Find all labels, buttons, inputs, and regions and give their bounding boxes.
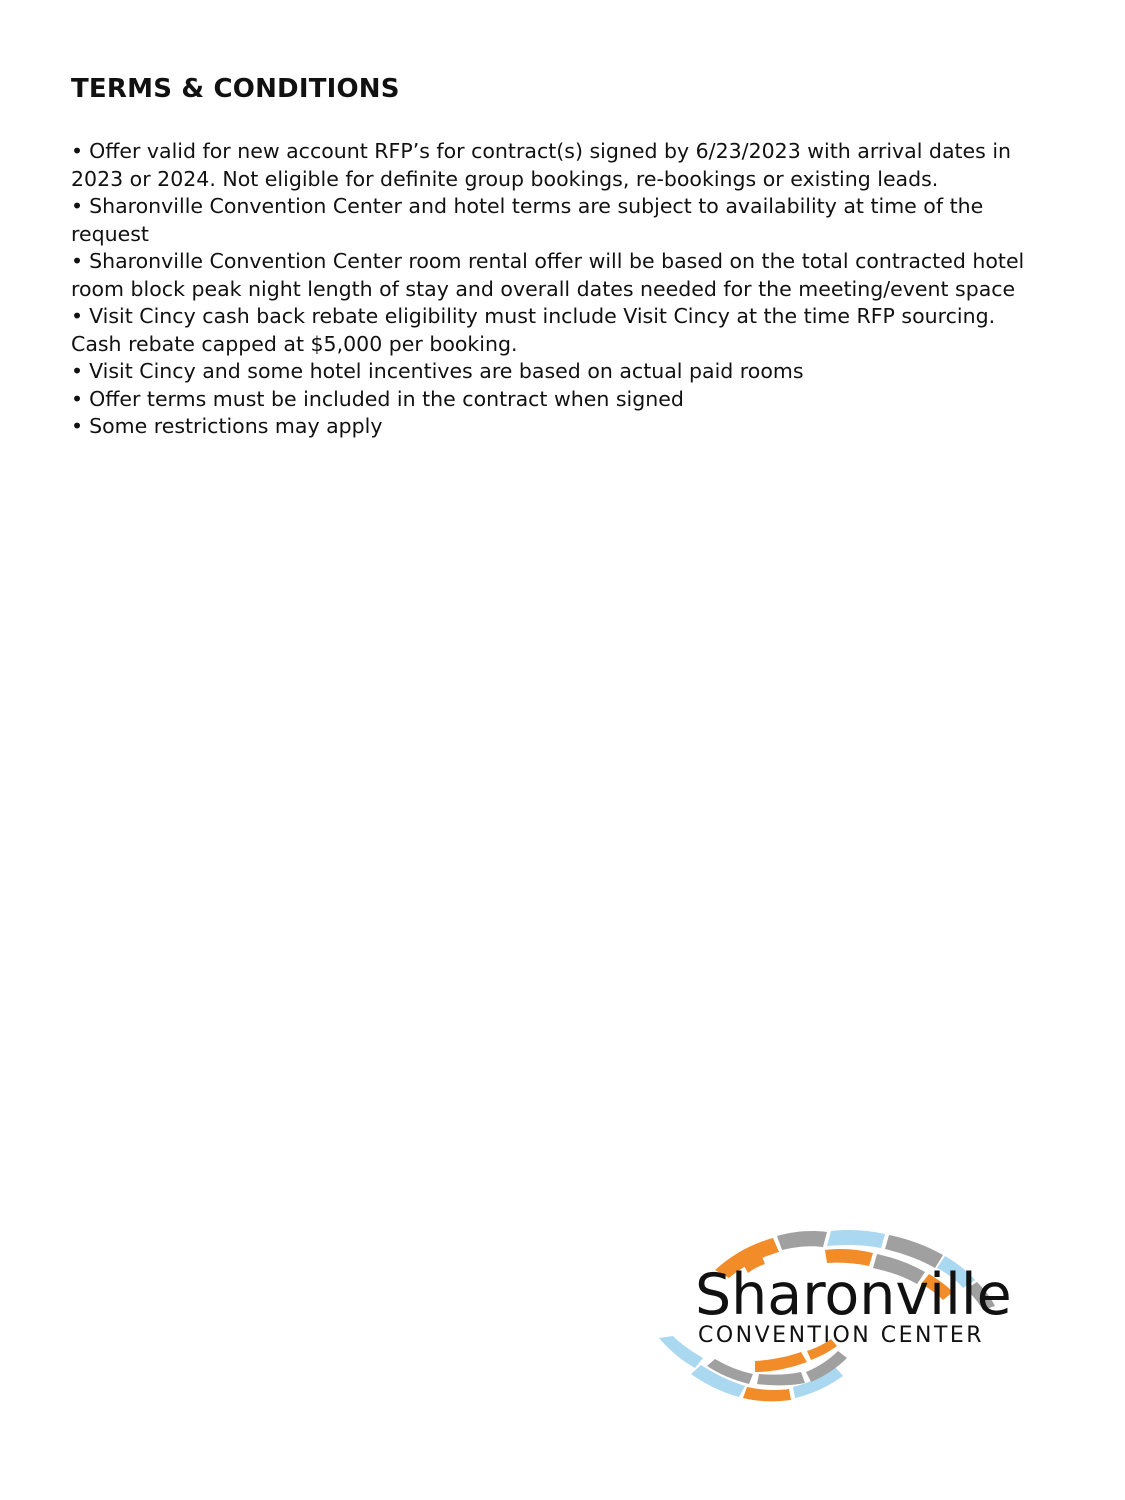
bullet: • (71, 194, 84, 218)
term-item (71, 303, 1031, 358)
term-text: Visit Cincy cash back rebate eligibility must include Visit Cincy at the time RFP sourcing. Cash rebate capped at $5,000 per booking. (71, 304, 996, 356)
term-item (71, 358, 1031, 386)
term-item (71, 138, 1031, 193)
term-text: Offer valid for new account RFP’s for contract(s) signed by 6/23/2023 with arrival dates in 2023 or 2024. Not eligible for definite group bookings, re-bookings or existing leads. (71, 139, 1012, 191)
term-item (71, 248, 1031, 303)
term-text: Visit Cincy and some hotel incentives are based on actual paid rooms (89, 359, 804, 383)
page-title: TERMS & CONDITIONS (71, 74, 400, 104)
term-text: Offer terms must be included in the contract when signed (89, 386, 684, 411)
sharonville-logo (655, 1218, 1045, 1408)
term-item (71, 193, 1031, 248)
bullet: • (71, 249, 84, 273)
bullet: • (71, 359, 84, 383)
logo-segment-lightblue (827, 1230, 885, 1248)
term-text: Sharonville Convention Center and hotel terms are subject to availability at time of the request (71, 194, 984, 246)
logo-segment-lightblue (659, 1336, 703, 1368)
logo-subtitle: CONVENTION CENTER (698, 1323, 985, 1348)
logo-segment-gray (757, 1372, 805, 1385)
term-item (71, 386, 1031, 414)
bullet: • (71, 386, 84, 411)
bullet: • (71, 414, 84, 438)
term-item (71, 413, 1031, 441)
bullet: • (71, 304, 84, 328)
term-text: Some restrictions may apply (89, 414, 383, 438)
logo-segment-orange (755, 1352, 807, 1372)
logo-segment-gray (777, 1231, 827, 1250)
logo-name: Sharonville (695, 1262, 1012, 1328)
terms-list (71, 138, 1031, 441)
bullet: • (71, 139, 84, 163)
term-text: Sharonville Convention Center room rental offer will be based on the total contracted hotel room block peak night length of stay and overall dates needed for the meeting/event space (71, 249, 1025, 301)
logo-segment-orange (743, 1387, 791, 1401)
